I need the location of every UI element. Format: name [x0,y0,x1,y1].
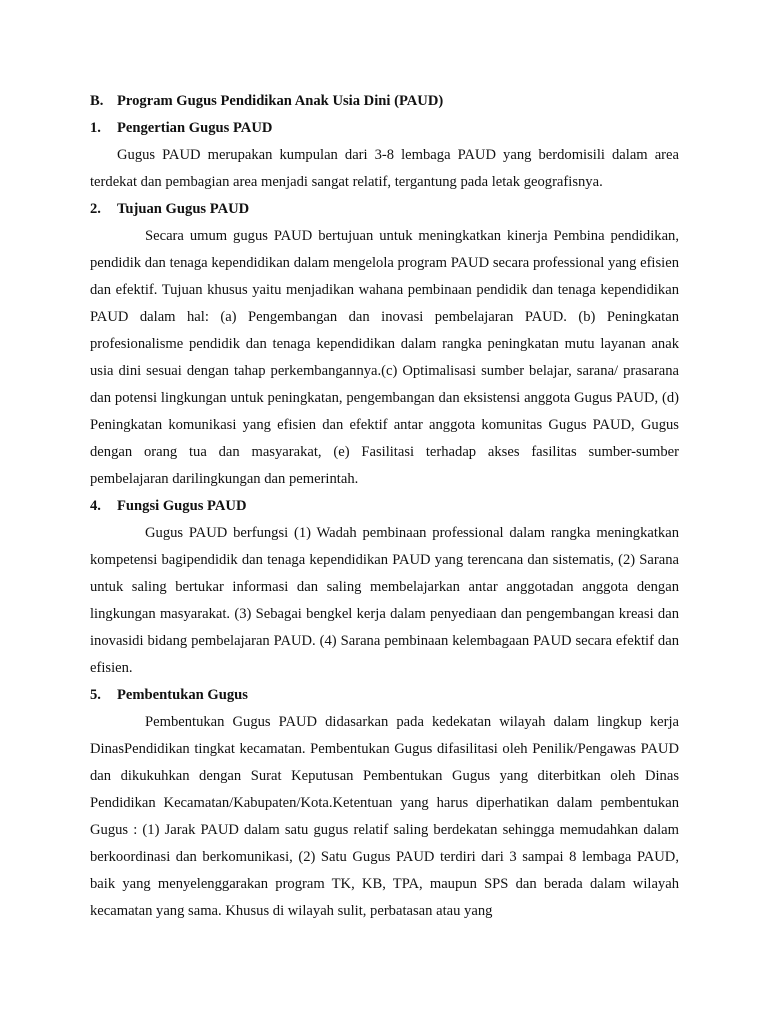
subsection-title: Fungsi Gugus PAUD [117,498,247,514]
subsection-number: 1. [90,120,101,136]
section-title: Program Gugus Pendidikan Anak Usia Dini (PAUD) [117,93,444,109]
subsection-title: Pengertian Gugus PAUD [117,120,273,136]
paragraph-tujuan: Secara umum gugus PAUD bertujuan untuk meningkatkan kinerja Pembina pendidikan, pendidik dan tenaga kependidikan dalam mengelola program PAUD secara professional yang efisien dan efektif. Tujuan khusus yaitu menjadikan wahana pembinaan pendidik dan tenaga kependidikan PAUD dalam hal: (a) Pengembangan dan inovasi pembelajaran PAUD. (b) Peningkatan profesionalisme pendidik dan tenaga kependidikan dalam rangka peningkatan mutu layanan anak usia dini sesuai dengan tahap perkembangannya.(c) Optimalisasi sumber belajar, sarana/ prasarana dan potensi lingkungan untuk peningkatan, pengembangan dan eksistensi anggota Gugus PAUD, (d) Peningkatan komunikasi yang efisien dan efektif antar anggota komunitas Gugus PAUD, Gugus dengan orang tua dan masyarakat, (e) Fasilitasi terhadap akses fasilitas sumber-sumber pembelajaran darilingkungan dan pemerintah. [90,228,679,487]
subsection-number: 2. [90,201,101,217]
section-number: B. [90,93,104,109]
subsection-title: Pembentukan Gugus [117,687,248,703]
subsection-heading-4 [90,493,679,520]
subsection-title: Tujuan Gugus PAUD [117,201,250,217]
subsection-heading-1 [90,115,679,142]
document-page [90,88,679,925]
paragraph-pengertian: Gugus PAUD merupakan kumpulan dari 3-8 lembaga PAUD yang berdomisili dalam area terdekat dan pembagian area menjadi sangat relatif, tergantung pada letak geografisnya. [90,147,679,190]
section-heading-b [90,88,679,115]
subsection-number: 4. [90,498,101,514]
subsection-heading-2 [90,196,679,223]
subsection-heading-5 [90,682,679,709]
paragraph-fungsi: Gugus PAUD berfungsi (1) Wadah pembinaan professional dalam rangka meningkatkan kompetensi bagipendidik dan tenaga kependidikan PAUD yang terencana dan sistematis, (2) Sarana untuk saling bertukar informasi dan saling membelajarkan antar anggotadan anggota dengan lingkungan masyarakat. (3) Sebagai bengkel kerja dalam penyediaan dan pengembangan kreasi dan inovasidi bidang pembelajaran PAUD. (4) Sarana pembinaan kelembagaan PAUD secara efektif dan efisien. [90,525,679,676]
paragraph-pembentukan: Pembentukan Gugus PAUD didasarkan pada kedekatan wilayah dalam lingkup kerja DinasPendidikan tingkat kecamatan. Pembentukan Gugus difasilitasi oleh Penilik/Pengawas PAUD dan dikukuhkan dengan Surat Keputusan Pembentukan Gugus yang diterbitkan oleh Dinas Pendidikan Kecamatan/Kabupaten/Kota.Ketentuan yang harus diperhatikan dalam pembentukan Gugus : (1) Jarak PAUD dalam satu gugus relatif saling berdekatan sehingga memudahkan dalam berkoordinasi dan berkomunikasi, (2) Satu Gugus PAUD terdiri dari 3 sampai 8 lembaga PAUD, baik yang menyelenggarakan program TK, KB, TPA, maupun SPS dan berada dalam wilayah kecamatan yang sama. Khusus di wilayah sulit, perbatasan atau yang [90,714,679,919]
subsection-number: 5. [90,687,101,703]
